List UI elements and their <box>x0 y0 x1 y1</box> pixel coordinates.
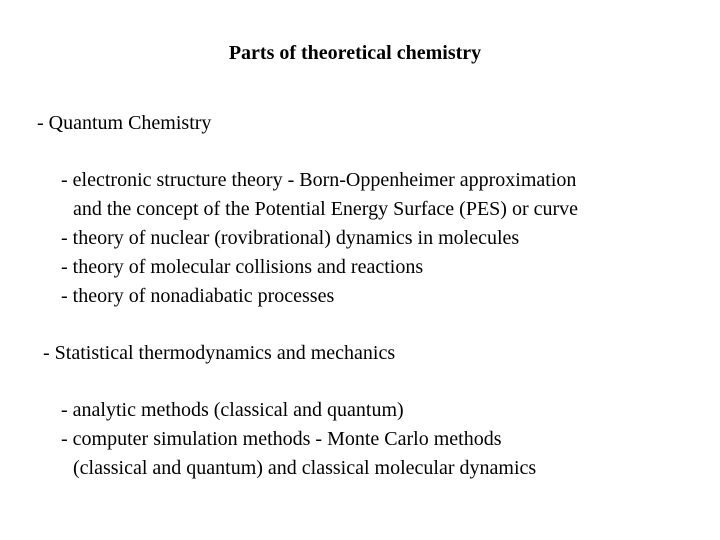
list-item: - electronic structure theory - Born-Oppenheimer approximation <box>61 169 577 191</box>
section-heading-statistical-thermodynamics: - Statistical thermodynamics and mechanics <box>43 342 396 364</box>
list-item: - theory of molecular collisions and reactions <box>61 256 424 278</box>
list-item: - analytic methods (classical and quantum) <box>61 399 404 421</box>
list-item: - computer simulation methods - Monte Carlo methods <box>61 428 502 450</box>
list-item: - theory of nonadiabatic processes <box>61 285 335 307</box>
section-heading-quantum-chemistry: - Quantum Chemistry <box>37 112 212 134</box>
slide-title: Parts of theoretical chemistry <box>228 42 482 64</box>
list-item-continuation: (classical and quantum) and classical molecular dynamics <box>73 457 537 479</box>
list-item: - theory of nuclear (rovibrational) dynamics in molecules <box>61 227 520 249</box>
list-item-continuation: and the concept of the Potential Energy Surface (PES) or curve <box>73 198 579 220</box>
